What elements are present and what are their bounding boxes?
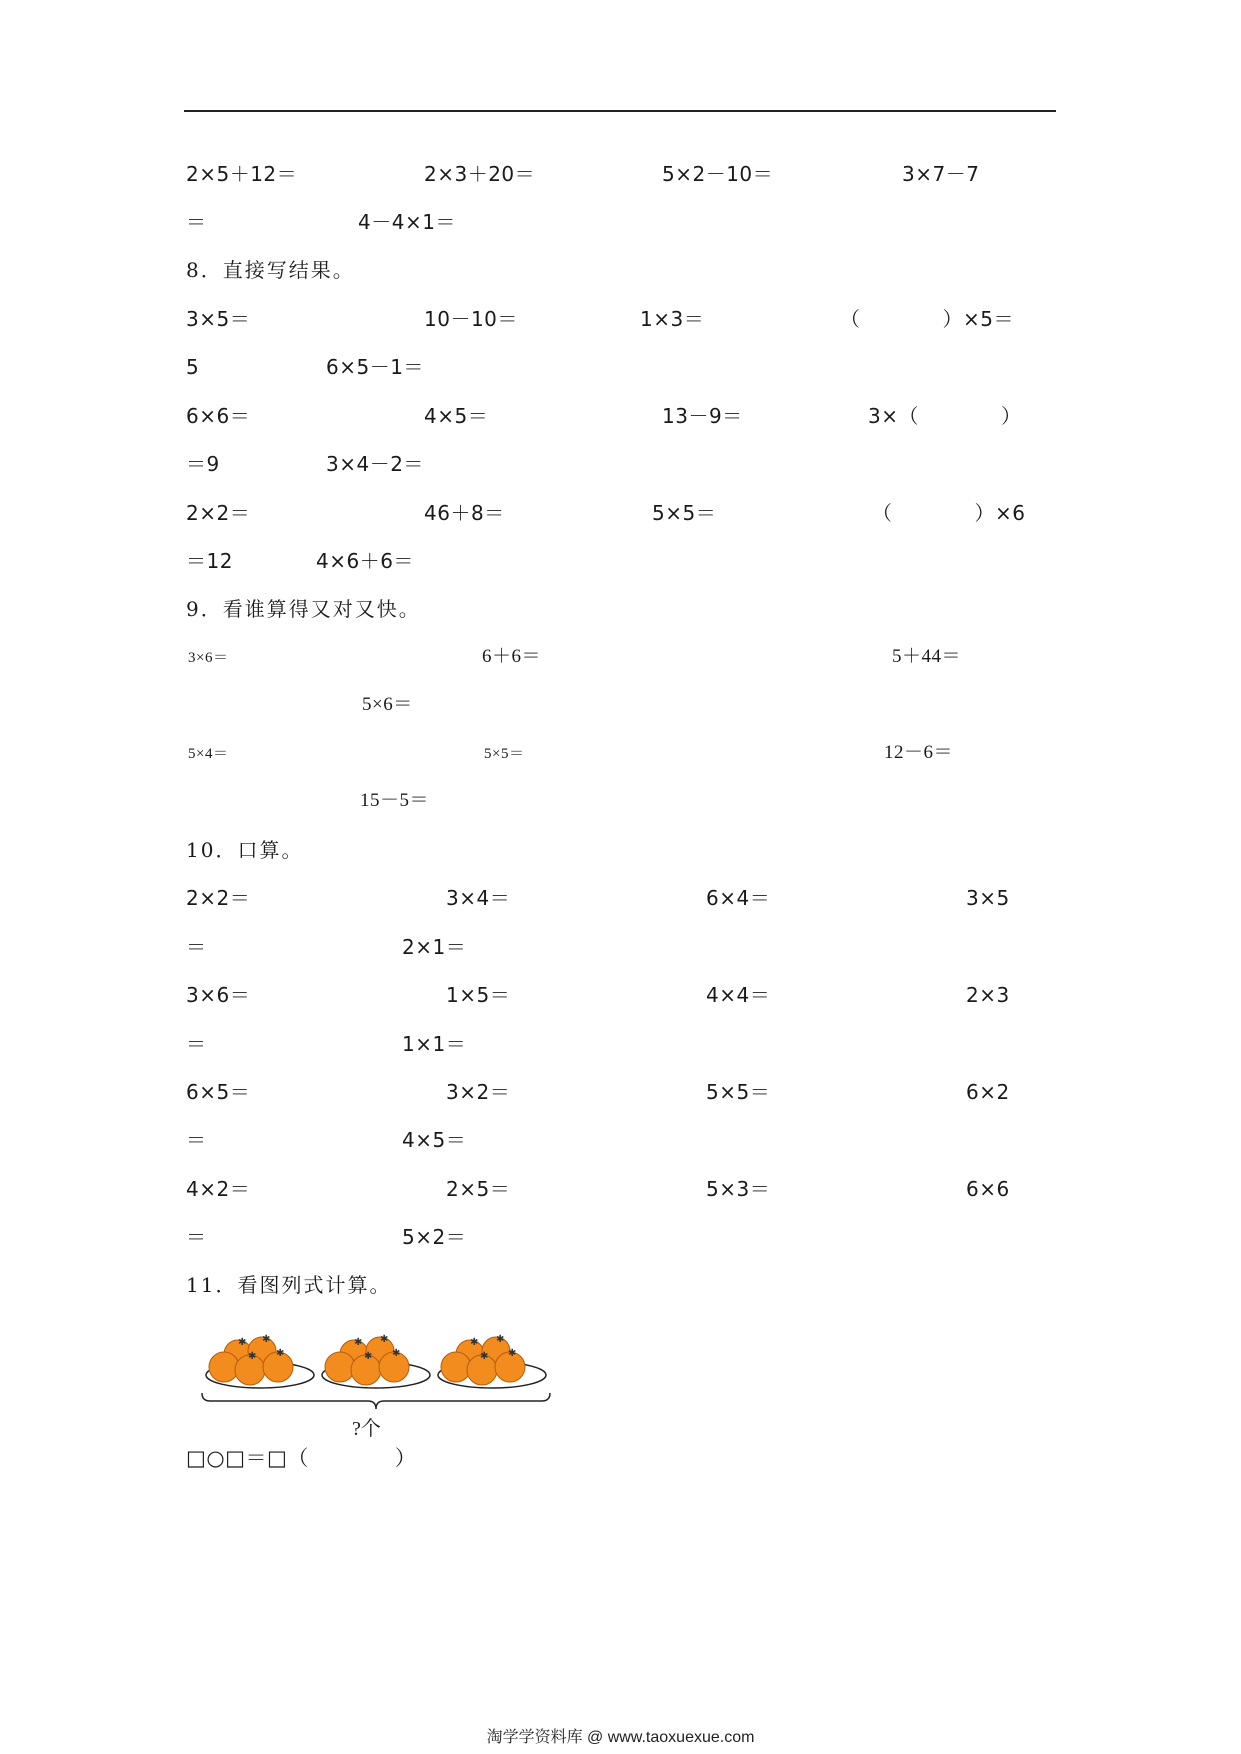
expr: 10－10＝	[424, 307, 518, 331]
expr: 1×1＝	[402, 1032, 467, 1056]
expr: 2×3	[966, 983, 1010, 1007]
question-9-heading: 9．看谁算得又对又快。	[186, 597, 421, 621]
expr: 3×6＝	[186, 983, 251, 1007]
expr: ＝	[186, 1128, 207, 1152]
expr: 6×6＝	[186, 404, 251, 428]
expr: 2×2＝	[186, 886, 251, 910]
expr: 3×4－2＝	[326, 452, 424, 476]
expr: ＝	[186, 1032, 207, 1056]
svg-text:✱: ✱	[380, 1334, 389, 1345]
question-11-heading: 11．看图列式计算。	[186, 1273, 392, 1297]
expr: 5×4＝	[188, 746, 229, 762]
expr: 4×5＝	[402, 1128, 467, 1152]
expr: 5＋44＝	[892, 646, 962, 667]
expr: 4×5＝	[424, 404, 489, 428]
expr: 2×3＋20＝	[424, 162, 536, 186]
expr: 4－4×1＝	[358, 210, 456, 234]
expr: ＝9	[186, 452, 220, 476]
expr: 3×4＝	[446, 886, 511, 910]
question-10-heading: 10．口算。	[186, 838, 304, 862]
svg-text:✱: ✱	[248, 1351, 257, 1362]
expr: 5×2＝	[402, 1225, 467, 1249]
expr: （ ）×5＝	[840, 307, 1014, 331]
expr: 13－9＝	[662, 404, 743, 428]
expr: 6×5－1＝	[326, 355, 424, 379]
expr: ＝12	[186, 549, 233, 573]
expr: 3×2＝	[446, 1080, 511, 1104]
expr: 5×5＝	[706, 1080, 771, 1104]
expr: 5×3＝	[706, 1177, 771, 1201]
expr: 6×2	[966, 1080, 1010, 1104]
answer-line: □○□＝□（ ）	[186, 1446, 417, 1470]
expr: 2×5＋12＝	[186, 162, 298, 186]
expr: 15－5＝	[360, 790, 430, 811]
expr: ＝	[186, 935, 207, 959]
svg-text:✱: ✱	[470, 1337, 479, 1348]
expr: 2×2＝	[186, 501, 251, 525]
expr: 3×5＝	[186, 307, 251, 331]
brace	[202, 1393, 550, 1409]
svg-text:✱: ✱	[392, 1348, 401, 1359]
svg-text:✱: ✱	[238, 1337, 247, 1348]
svg-text:✱: ✱	[276, 1348, 285, 1359]
svg-text:✱: ✱	[480, 1351, 489, 1362]
expr: 5×5＝	[652, 501, 717, 525]
expr: 4×4＝	[706, 983, 771, 1007]
svg-text:✱: ✱	[508, 1348, 517, 1359]
expr: 6＋6＝	[482, 646, 542, 667]
footer-watermark: 淘学学资料库 @ www.taoxuexue.com	[486, 1729, 755, 1746]
expr: 1×3＝	[640, 307, 705, 331]
expr: 6×6	[966, 1177, 1010, 1201]
expr: 5×2－10＝	[662, 162, 774, 186]
svg-text:✱: ✱	[364, 1351, 373, 1362]
expr: 5×5＝	[484, 746, 525, 762]
expr: 3×（ ）	[868, 404, 1022, 428]
expr: 2×1＝	[402, 935, 467, 959]
plate-group-2	[322, 1334, 430, 1388]
header-rule	[184, 110, 1056, 112]
expr: 4×6＋6＝	[316, 549, 414, 573]
expr: 3×7－7	[902, 162, 980, 186]
expr: 2×5＝	[446, 1177, 511, 1201]
expr: 46＋8＝	[424, 501, 505, 525]
question-8-heading: 8．直接写结果。	[186, 258, 355, 282]
svg-text:✱: ✱	[354, 1337, 363, 1348]
expr: 5×6＝	[362, 694, 413, 715]
expr: （ ）×6	[872, 501, 1026, 525]
svg-text:✱: ✱	[496, 1334, 505, 1345]
expr: 4×2＝	[186, 1177, 251, 1201]
expr: 5	[186, 355, 200, 379]
expr: 12－6＝	[884, 742, 954, 763]
plate-group-1	[206, 1334, 314, 1388]
figure-question-label: ?个	[352, 1418, 381, 1440]
expr: 3×5	[966, 886, 1010, 910]
svg-text:✱: ✱	[262, 1334, 271, 1345]
expr: 3×6＝	[188, 650, 229, 666]
expr: 6×4＝	[706, 886, 771, 910]
expr: 1×5＝	[446, 983, 511, 1007]
expr: ＝	[186, 210, 207, 234]
expr: ＝	[186, 1225, 207, 1249]
expr: 6×5＝	[186, 1080, 251, 1104]
plate-group-3	[438, 1334, 546, 1388]
